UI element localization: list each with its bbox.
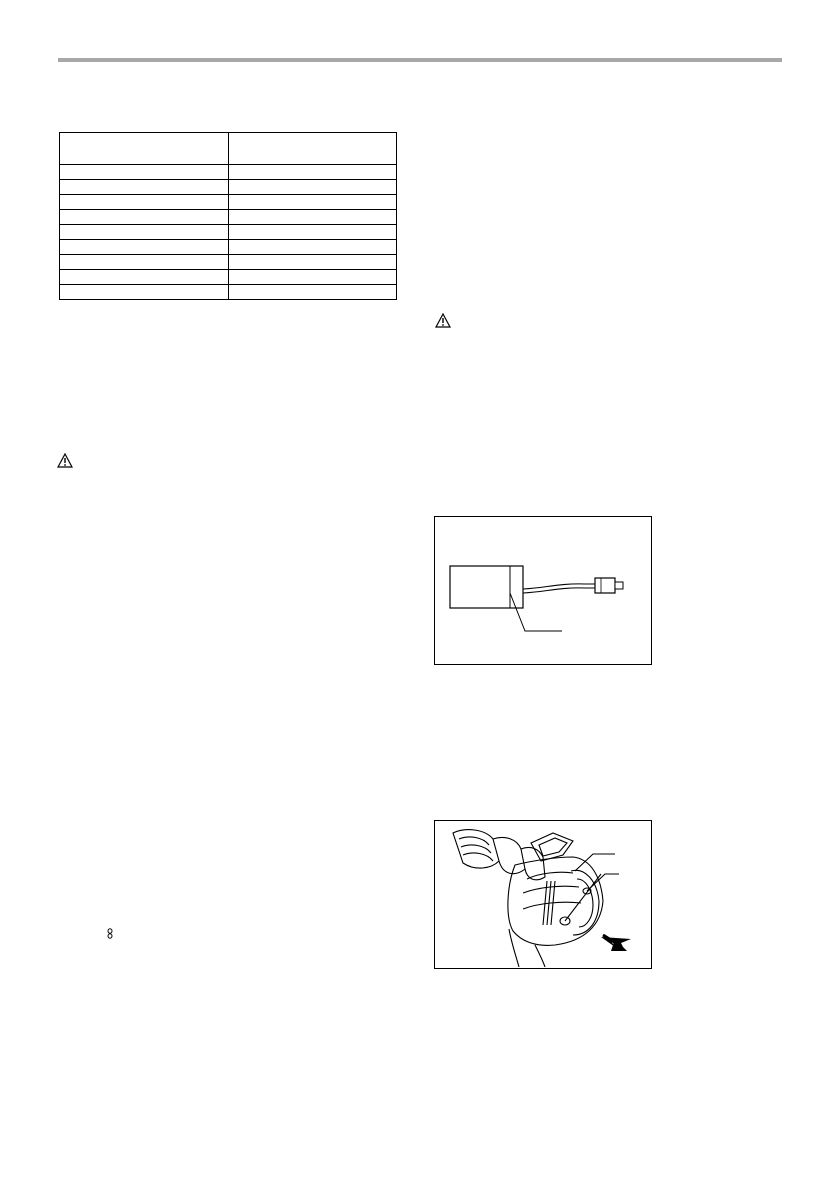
table-row <box>60 165 397 180</box>
table-row <box>60 270 397 285</box>
table-cell <box>229 133 397 165</box>
table-cell <box>60 240 229 255</box>
carbon-brush-illustration <box>435 517 651 664</box>
table-cell <box>229 285 397 300</box>
table-cell <box>229 180 397 195</box>
table-row <box>60 210 397 225</box>
table-cell <box>60 225 229 240</box>
table-cell <box>60 195 229 210</box>
table-cell <box>60 133 229 165</box>
small-symbol-icon <box>107 926 113 937</box>
specification-table <box>59 132 397 300</box>
table-cell <box>229 210 397 225</box>
table-cell <box>229 240 397 255</box>
table-cell <box>229 270 397 285</box>
table-cell <box>229 255 397 270</box>
table-cell <box>60 210 229 225</box>
warning-triangle-icon <box>435 313 449 327</box>
table-row <box>60 225 397 240</box>
drill-brush-holder-cap-illustration <box>435 821 651 968</box>
table-row <box>60 195 397 210</box>
warning-triangle-icon <box>57 453 71 467</box>
table-row <box>60 285 397 300</box>
table-cell <box>229 195 397 210</box>
table-cell <box>60 255 229 270</box>
table-row <box>60 180 397 195</box>
table-cell <box>60 165 229 180</box>
table-cell <box>60 180 229 195</box>
table-cell <box>229 225 397 240</box>
carbon-brush-figure <box>434 516 652 665</box>
table-row <box>60 255 397 270</box>
table-cell <box>60 270 229 285</box>
table-row <box>60 240 397 255</box>
table-header-row <box>60 133 397 165</box>
drill-figure <box>434 820 652 969</box>
header-rule <box>58 58 782 62</box>
table-cell <box>60 285 229 300</box>
table-cell <box>229 165 397 180</box>
